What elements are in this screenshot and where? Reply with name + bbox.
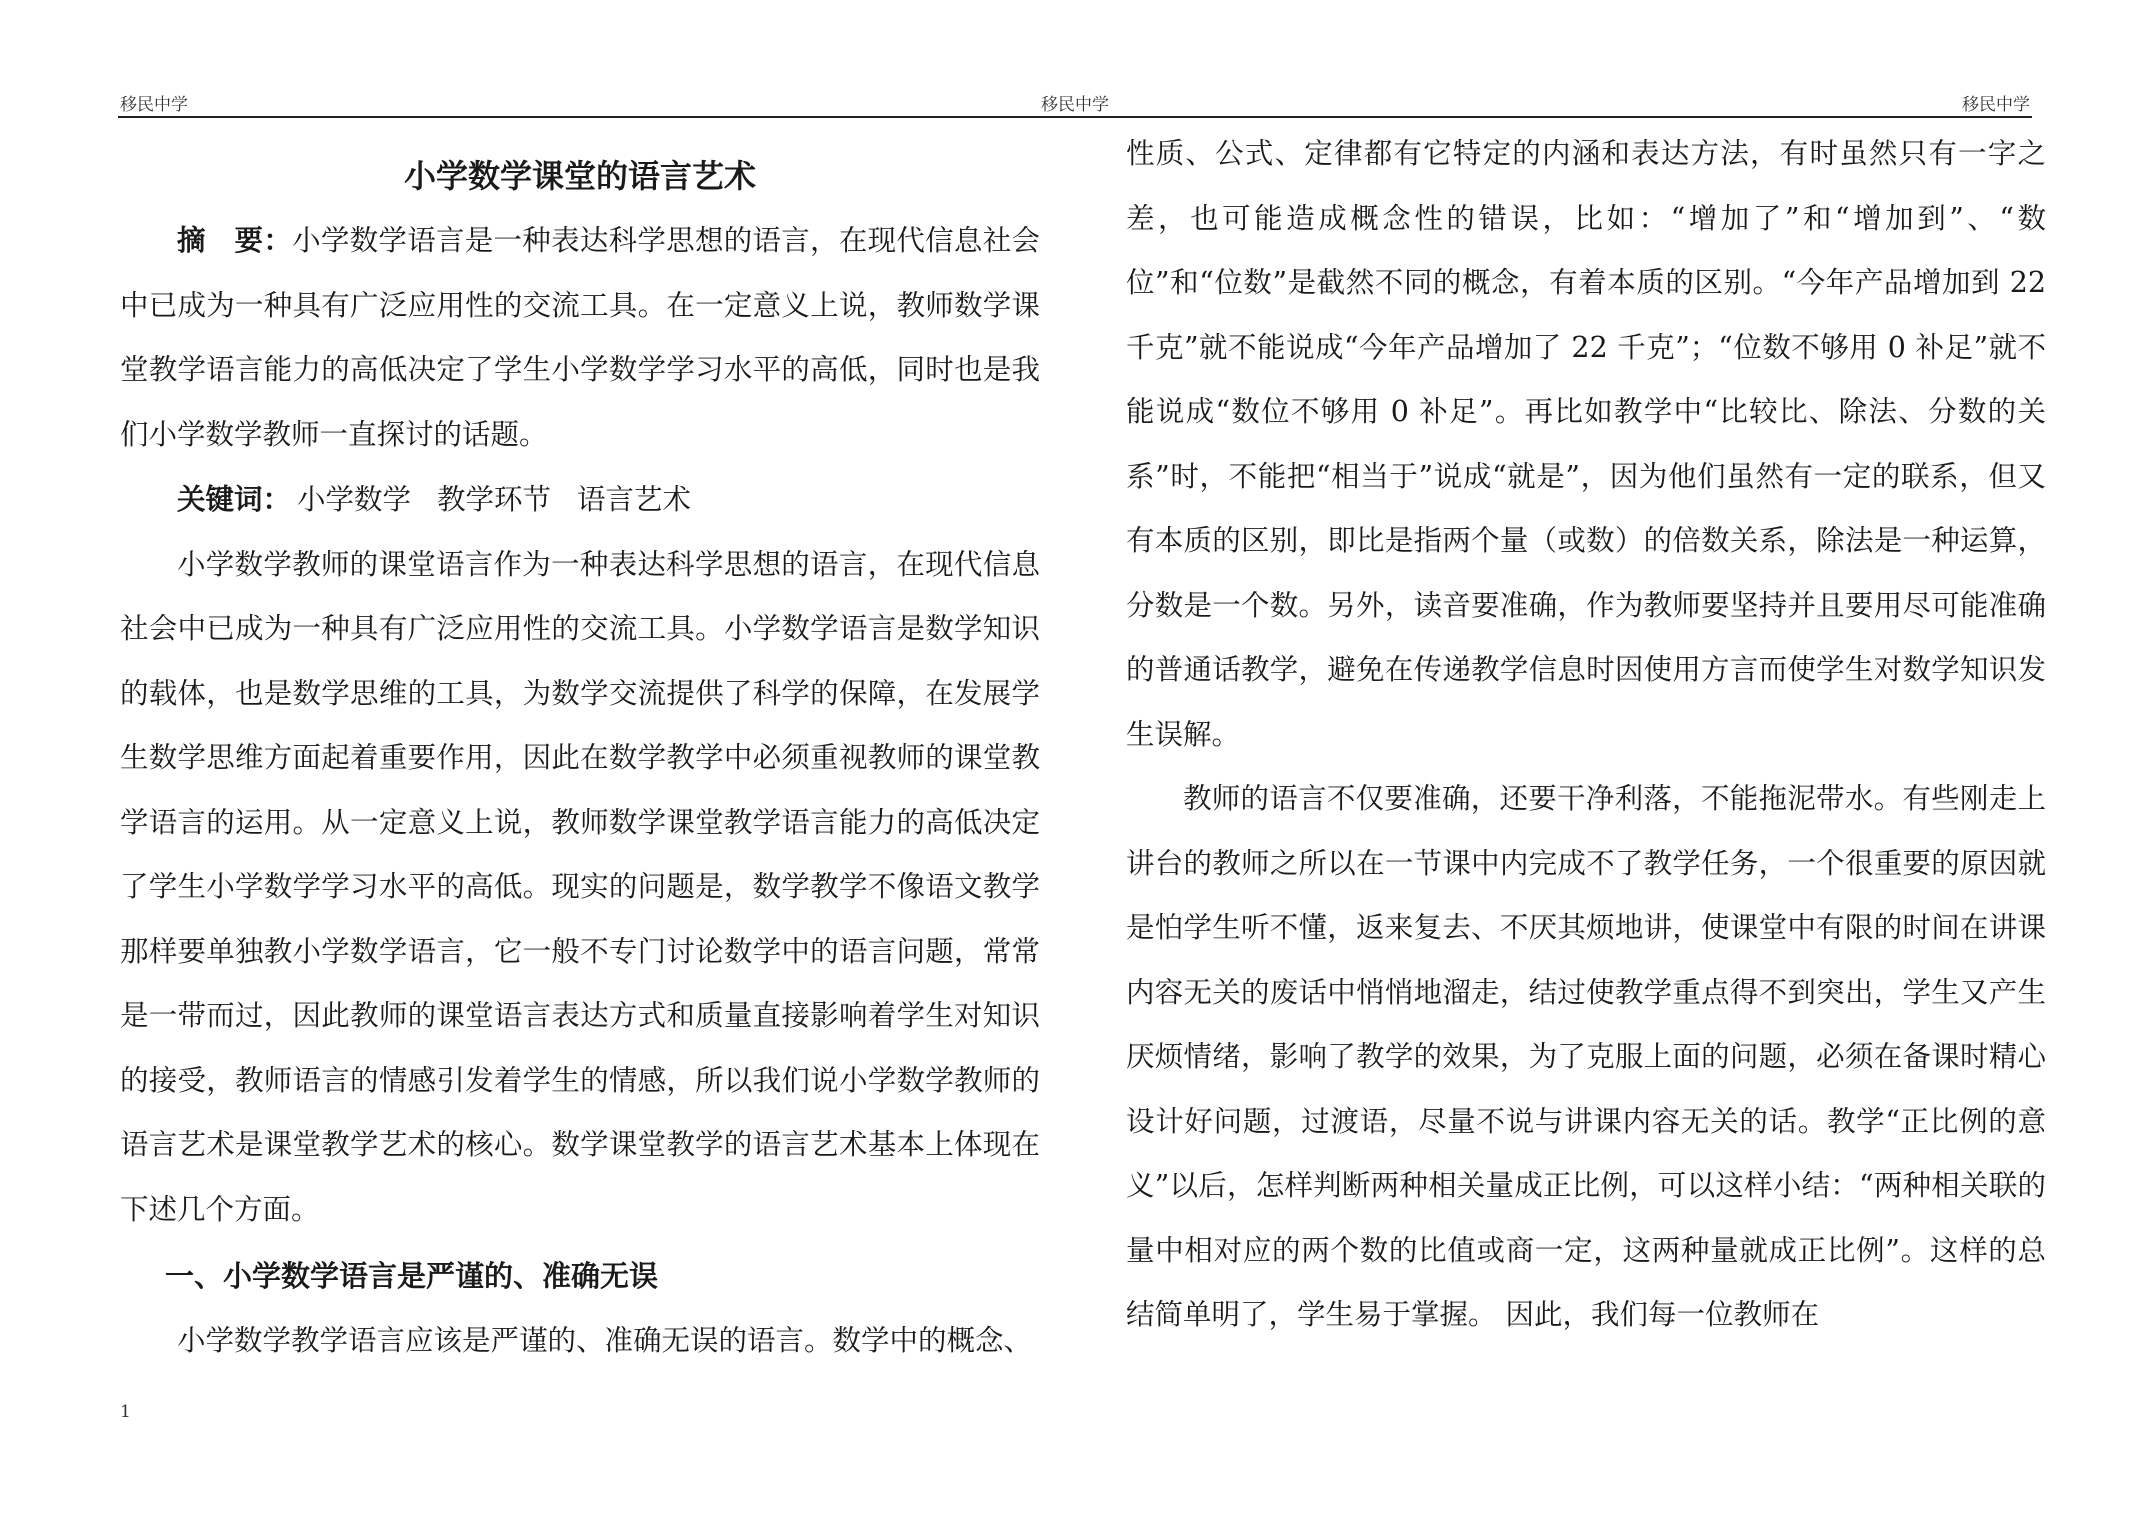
document-title: 小学数学课堂的语言艺术 bbox=[403, 157, 756, 195]
keywords bbox=[120, 467, 1040, 533]
header-rule bbox=[118, 116, 2032, 118]
page-number: 1 bbox=[120, 1402, 131, 1422]
body-paragraph: 教师的语言不仅要准确，还要干净利落，不能拖泥带水。有些刚走上讲台的教师之所以在一节课中内完成不了教学任务，一个很重要的原因就是怕学生听不懂，返来复去、不厌其烦地讲，使课堂中有限的时间在讲课内容无关的废话中悄悄地溜走，结过使教学重点得不到突出，学生又产生厌烦情绪，影响了教学的效果，为了克服上面的问题，必须在备课时精心设计好问题，过渡语，尽量不说与讲课内容无关的话。教学“正比例的意义”以后，怎样判断两种相关量成正比例，可以这样小结：“两种相关联的量中相对应的两个数的比值或商一定，这两种量就成正比例”。这样的总结简单明了，学生易于掌握。 因此，我们每一位教师在 bbox=[1126, 782, 2046, 1331]
header-center: 移民中学 bbox=[1041, 95, 1109, 115]
body-paragraph: 小学数学教师的课堂语言作为一种表达科学思想的语言，在现代信息社会中已成为一种具有广泛应用性的交流工具。小学数学语言是数学知识的载体，也是数学思维的工具，为数学交流提供了科学的保障，在发展学生数学思维方面起着重要作用，因此在数学教学中必须重视教师的课堂教学语言的运用。从一定意义上说，教师数学课堂教学语言能力的高低决定了学生小学数学学习水平的高低。现实的问题是，数学教学不像语文教学那样要单独教小学数学语言，它一般不专门讨论数学中的语言问题，常常是一带而过，因此教师的课堂语言表达方式和质量直接影响着学生对知识的接受，教师语言的情感引发着学生的情感，所以我们说小学数学教师的语言艺术是课堂教学艺术的核心。数学课堂教学的语言艺术基本上体现在下述几个方面。 bbox=[120, 547, 1040, 1226]
abstract-text: 小学数学语言是一种表达科学思想的语言，在现代信息社会中已成为一种具有广泛应用性的交流工具。在一定意义上说，教师数学课堂教学语言能力的高低决定了学生小学数学学习水平的高低，同时也是我们小学数学教师一直探讨的话题。 bbox=[120, 224, 1040, 451]
keyword-item: 教学环节 bbox=[437, 483, 552, 516]
keyword-item: 语言艺术 bbox=[577, 483, 692, 516]
header-right: 移民中学 bbox=[1962, 95, 2030, 115]
keyword-item: 小学数学 bbox=[297, 483, 412, 516]
keywords-label: 关键词： bbox=[177, 482, 292, 516]
body-paragraph: 小学数学教学语言应该是严谨的、准确无误的语言。数学中的概念、 bbox=[177, 1323, 1033, 1357]
abstract-label: 摘 要： bbox=[177, 223, 293, 257]
section-heading: 一、小学数学语言是严谨的、准确无误 bbox=[165, 1259, 659, 1293]
body-paragraph: 性质、公式、定律都有它特定的内涵和表达方法，有时虽然只有一字之差，也可能造成概念性的错误，比如：“增加了”和“增加到”、“数位”和“位数”是截然不同的概念，有着本质的区别。“今年产品增加到 22 千克”就不能说成“今年产品增加了 22 千克”；“位数不够用 0 补足”就不能说成“数位不够用 0 补足”。再比如教学中“比较比、除法、分数的关系”时，不能把“相当于”说成“就是”，因为他们虽然有一定的联系，但又有本质的区别，即比是指两个量（或数）的倍数关系，除法是一种运算，分数是一个数。另外，读音要准确，作为教师要坚持并且要用尽可能准确的普通话教学，避免在传递教学信息时因使用方言而使学生对数学知识发生误解。 bbox=[1126, 137, 2046, 751]
header-left: 移民中学 bbox=[120, 95, 188, 115]
abstract bbox=[120, 208, 1040, 467]
right-column bbox=[1126, 122, 2046, 1348]
left-column bbox=[120, 130, 1040, 1373]
